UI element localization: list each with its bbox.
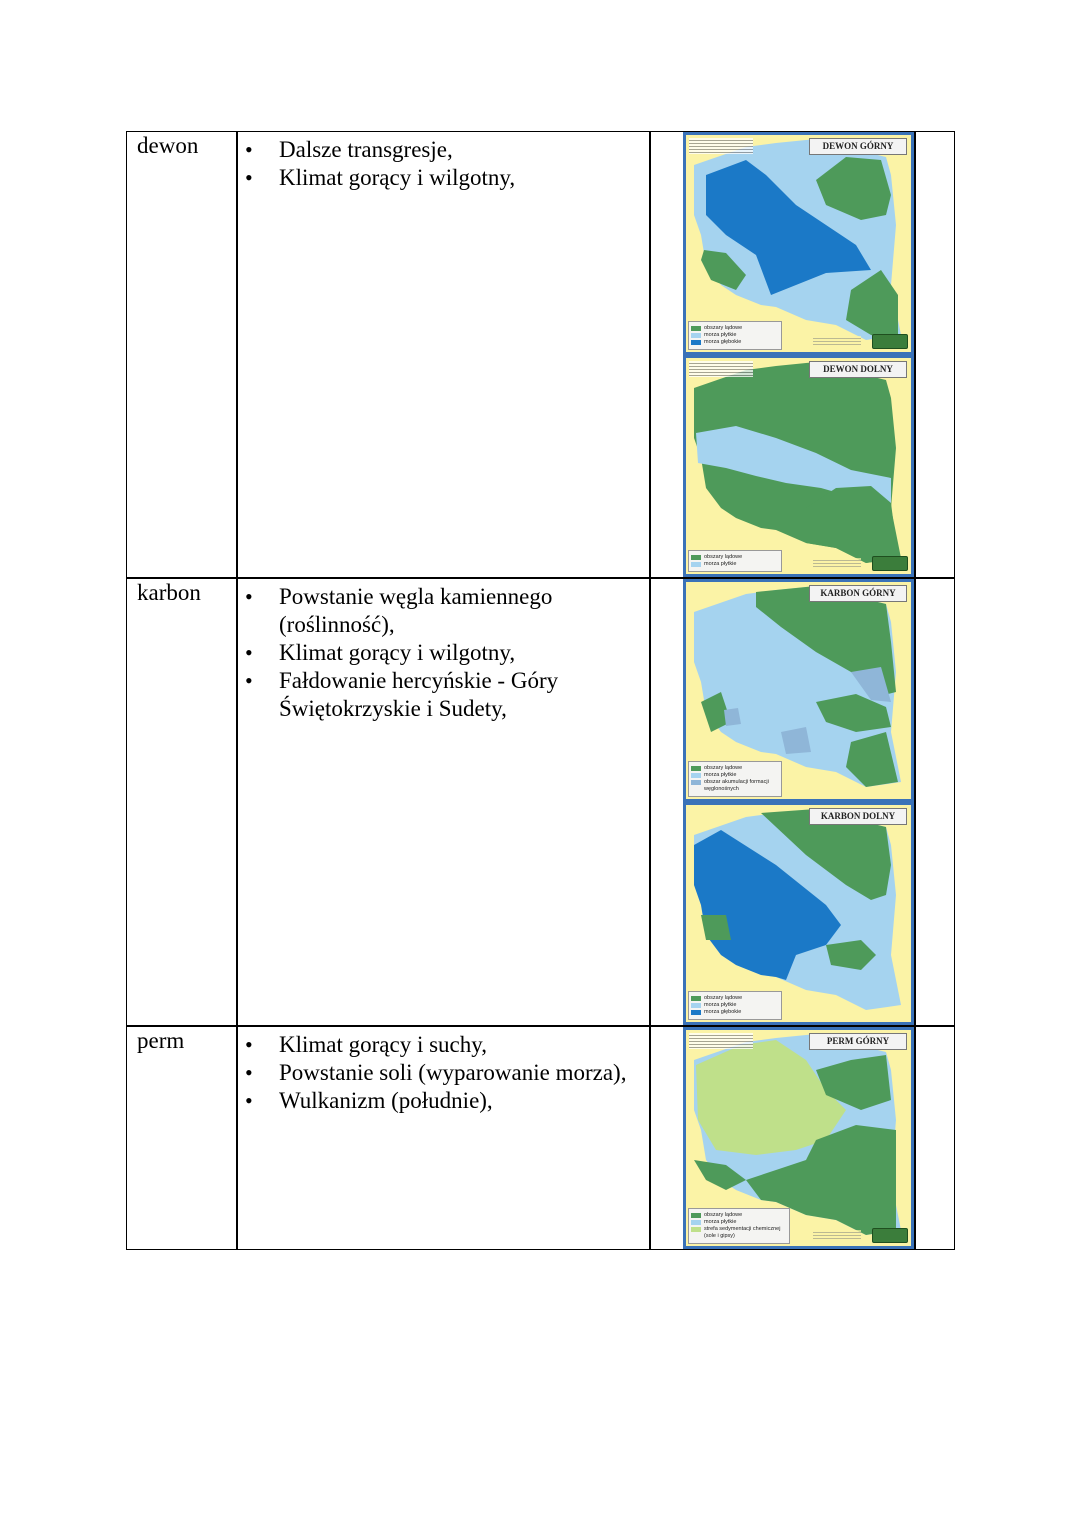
publisher-logo <box>872 1228 908 1243</box>
map-legend <box>688 1208 790 1244</box>
map-perm-gorny <box>683 1027 914 1249</box>
legend-item: strefa sedymentacji chemicznej (sole i gipsy) <box>704 1226 781 1239</box>
legend-item: morza płytkie <box>704 772 737 778</box>
map-header-note <box>689 1033 753 1049</box>
legend-item: morza płytkie <box>704 332 737 338</box>
map-title: KARBON GÓRNY <box>809 585 907 602</box>
feature-item: • Wulkanizm (południe), <box>237 1087 632 1115</box>
legend-item: morza płytkie <box>704 1219 737 1225</box>
column-divider <box>914 132 916 1249</box>
map-legend <box>688 761 782 797</box>
map-header-note <box>689 138 753 154</box>
map-karbon-gorny <box>683 579 914 802</box>
map-credit <box>813 558 861 568</box>
feature-item: • Dalsze transgresje, <box>237 136 632 164</box>
legend-item: morza płytkie <box>704 1002 737 1008</box>
legend-item: morza głębokie <box>704 339 742 345</box>
map-legend <box>688 550 782 572</box>
map-legend <box>688 321 782 350</box>
legend-item: obszar akumulacji formacji węglonośnych <box>704 779 769 792</box>
feature-list <box>237 136 632 192</box>
feature-list <box>237 1031 632 1115</box>
publisher-logo <box>872 334 908 349</box>
map-title: DEWON GÓRNY <box>809 138 907 155</box>
column-divider <box>649 132 651 1249</box>
era-label: dewon <box>137 133 199 158</box>
map-credit <box>813 336 861 346</box>
map-legend <box>688 991 782 1020</box>
feature-item: • Powstanie węgla kamiennego (roślinność), <box>237 583 632 639</box>
geology-table <box>126 131 955 1250</box>
feature-item: • Powstanie soli (wyparowanie morza), <box>237 1059 632 1087</box>
legend-item: morza głębokie <box>704 1009 742 1015</box>
map-credit <box>813 1230 861 1240</box>
legend-item: obszary lądowe <box>704 1212 743 1218</box>
era-label: perm <box>137 1028 185 1053</box>
publisher-logo <box>872 556 908 571</box>
legend-item: obszary lądowe <box>704 765 743 771</box>
feature-item: • Klimat gorący i wilgotny, <box>237 164 632 192</box>
map-dewon-dolny <box>683 355 914 577</box>
feature-item: • Fałdowanie hercyńskie - Góry Świętokrzyskie i Sudety, <box>237 667 632 723</box>
era-label: karbon <box>137 580 201 605</box>
map-title: DEWON DOLNY <box>809 361 907 378</box>
legend-item: obszary lądowe <box>704 995 743 1001</box>
feature-list <box>237 583 632 723</box>
map-title: PERM GÓRNY <box>809 1033 907 1050</box>
legend-item: morza płytkie <box>704 561 737 567</box>
map-karbon-dolny <box>683 802 914 1025</box>
map-header-note <box>689 361 753 377</box>
feature-item: • Klimat gorący i suchy, <box>237 1031 632 1059</box>
legend-item: obszary lądowe <box>704 554 743 560</box>
feature-item: • Klimat gorący i wilgotny, <box>237 639 632 667</box>
map-title: KARBON DOLNY <box>809 808 907 825</box>
map-dewon-gorny <box>683 132 914 355</box>
legend-item: obszary lądowe <box>704 325 743 331</box>
